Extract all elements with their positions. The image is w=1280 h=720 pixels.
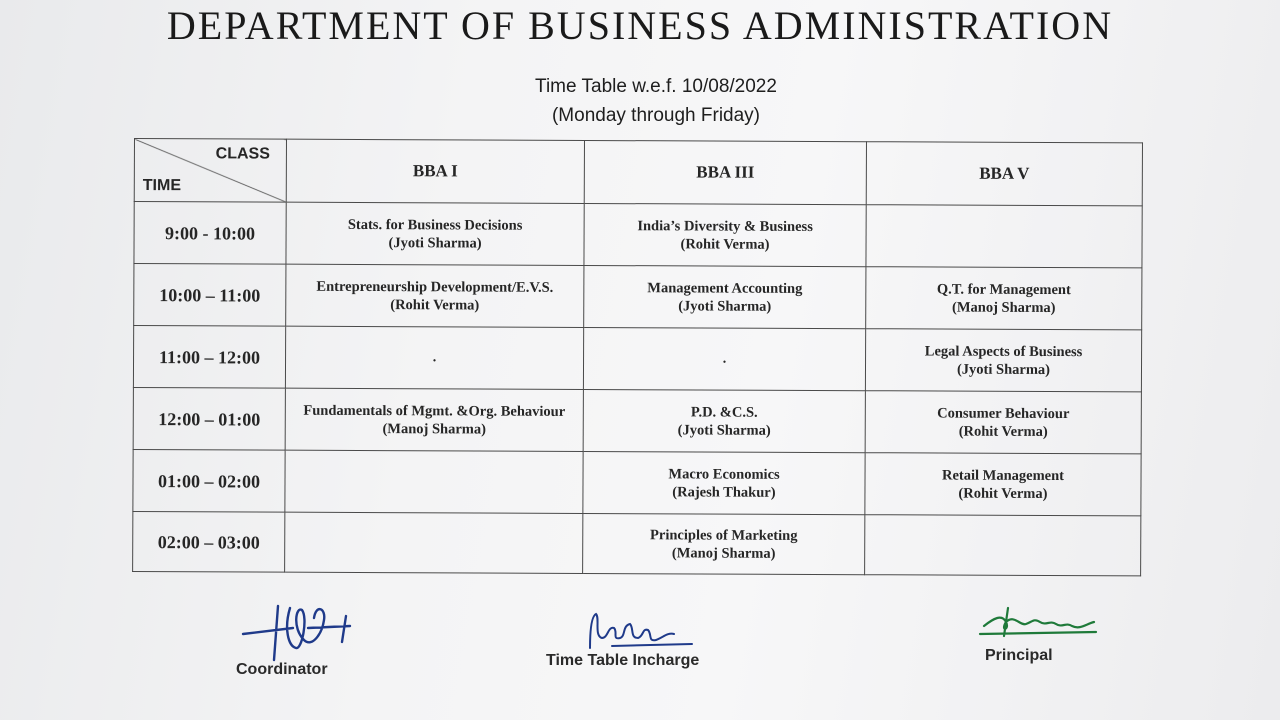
course-name: Q.T. for Management: [936, 281, 1071, 298]
class-cell-bba-5: [865, 391, 1141, 454]
class-cell-bba-1: [285, 512, 583, 573]
corner-time-label: TIME: [142, 177, 182, 195]
timetable-incharge-signature: [582, 608, 712, 658]
teacher-name: (Rohit Verma): [958, 485, 1048, 502]
class-cell-bba-3: [583, 327, 865, 390]
time-slot-cell: 9:00 - 10:00: [134, 202, 286, 265]
time-slot-cell: 01:00 – 02:00: [133, 449, 285, 512]
class-cell-bba-1: [285, 450, 583, 513]
teacher-name: [869, 545, 1136, 546]
teacher-name: (Rohit Verma): [958, 423, 1048, 440]
teacher-name: (Jyoti Sharma): [678, 297, 772, 315]
course-name: Stats. for Business Decisions: [347, 216, 523, 234]
course-name: P.D. &C.S.: [690, 403, 758, 421]
column-header-bba-1: BBA I: [286, 139, 584, 203]
class-cell-bba-5: [865, 515, 1141, 576]
teacher-name: (Jyoti Sharma): [956, 361, 1051, 378]
course-name: Macro Economics: [668, 465, 780, 483]
class-cell-bba-5: [866, 267, 1142, 330]
header-row: [134, 139, 1142, 206]
class-cell-bba-3: [583, 389, 865, 452]
teacher-name: [290, 367, 579, 368]
table-row: [134, 202, 1142, 268]
class-cell-bba-5: [866, 205, 1142, 268]
corner-class-label: CLASS: [215, 145, 270, 163]
course-name: Fundamentals of Mgmt. &Org. Behaviour: [303, 402, 566, 420]
class-cell-bba-1: [286, 264, 584, 327]
class-cell-bba-5: [865, 329, 1141, 392]
teacher-name: (Rohit Verma): [680, 235, 770, 253]
course-name: Retail Management: [941, 467, 1065, 484]
column-header-bba-3: BBA III: [584, 140, 866, 204]
class-cell-bba-5: [865, 453, 1141, 516]
class-cell-bba-1: [285, 388, 583, 451]
timetable-subtitle: Time Table w.e.f. 10/08/2022: [535, 76, 777, 97]
teacher-name: (Manoj Sharma): [671, 544, 776, 562]
teacher-name: (Rohit Verma): [390, 296, 480, 314]
class-cell-bba-3: [584, 203, 866, 266]
table-row: [133, 326, 1141, 392]
time-slot-cell: 12:00 – 01:00: [133, 387, 285, 450]
table-row: [134, 264, 1142, 330]
table-row: [133, 449, 1141, 515]
course-name: India’s Diversity & Business: [637, 217, 813, 235]
department-title: DEPARTMENT OF BUSINESS ADMINISTRATION: [166, 3, 1114, 48]
principal-signature: [976, 600, 1106, 644]
class-cell-bba-3: [583, 513, 865, 574]
class-cell-bba-1: [285, 326, 583, 389]
teacher-name: (Jyoti Sharma): [388, 234, 482, 252]
course-name: .: [722, 351, 727, 367]
time-slot-cell: 11:00 – 12:00: [133, 326, 285, 389]
course-name: Legal Aspects of Business: [924, 342, 1083, 360]
timetable: [132, 138, 1143, 576]
course-name: .: [432, 350, 437, 366]
column-header-bba-5: BBA V: [866, 142, 1142, 206]
course-name: Management Accounting: [647, 279, 803, 297]
corner-cell: [134, 139, 286, 203]
teacher-name: (Manoj Sharma): [951, 299, 1056, 316]
class-cell-bba-3: [584, 265, 866, 328]
timetable-incharge-label: Time Table Incharge: [546, 652, 700, 669]
course-name: Principles of Marketing: [650, 526, 798, 544]
class-cell-bba-1: [286, 202, 584, 265]
teacher-name: [588, 368, 861, 369]
teacher-name: [871, 236, 1138, 237]
time-slot-cell: 02:00 – 03:00: [133, 511, 285, 572]
course-name: Entrepreneurship Development/E.V.S.: [316, 278, 554, 296]
time-slot-cell: 10:00 – 11:00: [134, 264, 286, 327]
teacher-name: [290, 481, 579, 482]
teacher-name: [289, 542, 578, 543]
teacher-name: (Jyoti Sharma): [677, 421, 771, 439]
table-row: [133, 387, 1141, 453]
coordinator-label: Coordinator: [236, 661, 328, 678]
class-cell-bba-3: [583, 451, 865, 514]
table-row: [133, 511, 1141, 575]
course-name: Consumer Behaviour: [937, 405, 1070, 422]
teacher-name: (Rajesh Thakur): [672, 483, 776, 501]
timetable-days: (Monday through Friday): [551, 105, 761, 126]
principal-label: Principal: [985, 647, 1053, 664]
coordinator-signature: [238, 598, 368, 668]
teacher-name: (Manoj Sharma): [382, 420, 487, 438]
